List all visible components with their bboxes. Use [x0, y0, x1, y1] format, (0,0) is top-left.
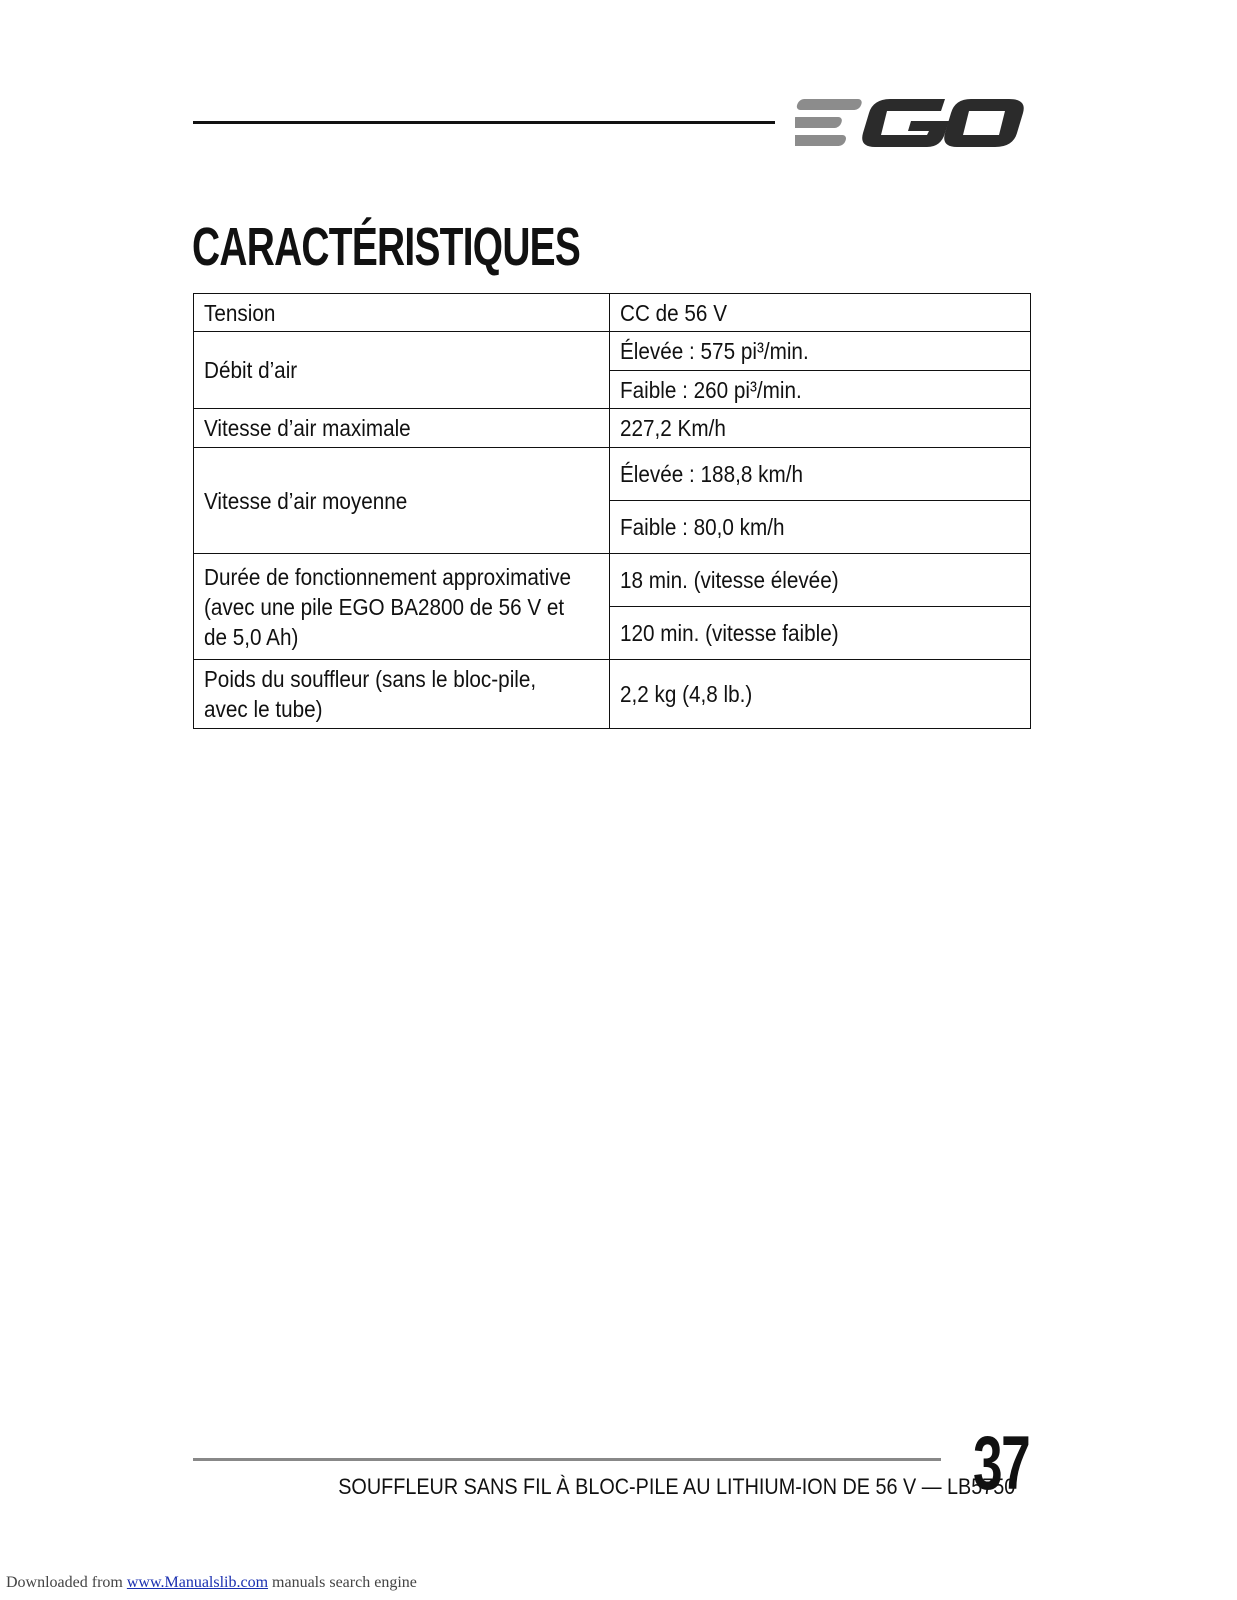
- header-rule: [193, 121, 775, 124]
- download-prefix: Downloaded from: [6, 1574, 127, 1591]
- spec-label: Vitesse d’air maximale: [194, 409, 610, 448]
- spec-value: 2,2 kg (4,8 lb.): [610, 660, 1031, 729]
- ego-logo: [795, 93, 1025, 151]
- spec-label: Tension: [194, 294, 610, 332]
- footer-rule: [193, 1458, 941, 1461]
- spec-value: Faible : 80,0 km/h: [610, 501, 1031, 554]
- spec-value: Faible : 260 pi³/min.: [610, 371, 1031, 409]
- spec-label: Vitesse d’air moyenne: [194, 448, 610, 554]
- spec-value: CC de 56 V: [610, 294, 1031, 332]
- page-number: 37: [973, 1421, 1030, 1506]
- table-row: [194, 409, 1031, 448]
- download-suffix: manuals search engine: [268, 1574, 417, 1591]
- manualslib-link[interactable]: www.Manualslib.com: [126, 1574, 269, 1591]
- download-notice: [6, 1574, 417, 1592]
- table-row: [194, 660, 1031, 729]
- spec-label: Débit d’air: [194, 332, 610, 409]
- page-title: CARACTÉRISTIQUES: [192, 217, 581, 277]
- spec-value: Élevée : 188,8 km/h: [610, 448, 1031, 501]
- spec-label: Poids du souffleur (sans le bloc-pile, avec le tube): [194, 660, 610, 729]
- specifications-table: [193, 293, 1031, 729]
- footer-product-line: SOUFFLEUR SANS FIL À BLOC-PILE AU LITHIUM-ION DE 56 V — LB5750: [338, 1474, 1016, 1499]
- spec-value: 18 min. (vitesse élevée): [610, 554, 1031, 607]
- spec-value: 227,2 Km/h: [610, 409, 1031, 448]
- table-row: [194, 448, 1031, 501]
- spec-value: 120 min. (vitesse faible): [610, 607, 1031, 660]
- table-row: [194, 332, 1031, 371]
- spec-value: Élevée : 575 pi³/min.: [610, 332, 1031, 371]
- table-row: [194, 294, 1031, 332]
- spec-label: Durée de fonctionnement approximative (avec une pile EGO BA2800 de 56 V et de 5,0 Ah): [194, 554, 610, 660]
- table-row: [194, 554, 1031, 607]
